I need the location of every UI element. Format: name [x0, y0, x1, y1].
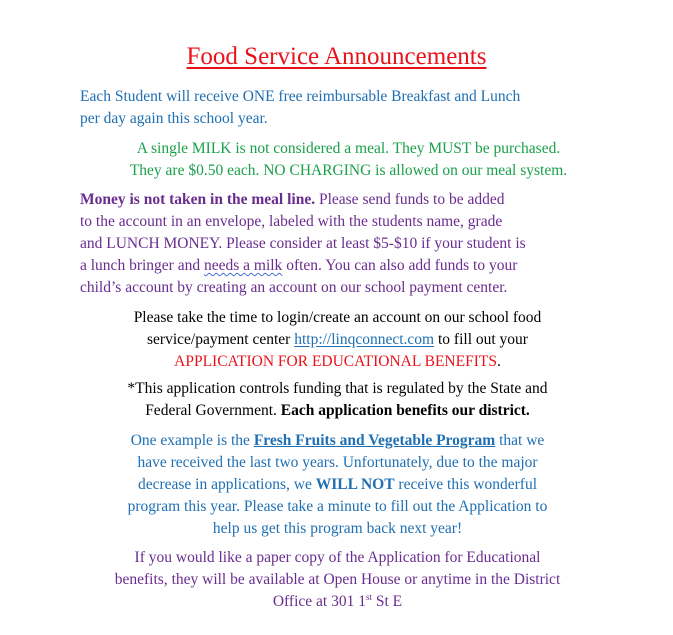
- paper-copy-line-2: benefits, they will be available at Open House or anytime in the District: [114, 571, 561, 588]
- program-line-3: [80, 474, 595, 496]
- money-line-4: [80, 255, 610, 277]
- funding-paragraph: [80, 378, 595, 422]
- program-line-5: help us get this program back next year!: [212, 520, 463, 537]
- program-name: Fresh Fruits and Vegetable Program: [253, 432, 496, 449]
- program-line-2: have received the last two years. Unfortunately, due to the major: [137, 454, 538, 471]
- milk-line-2: They are $0.50 each. NO CHARGING is allowed on our meal system.: [129, 162, 568, 179]
- free-meals-line-1: Each Student will receive ONE free reimbursable Breakfast and Lunch: [80, 88, 521, 105]
- program-line-3-pre: decrease in applications, we: [137, 476, 316, 493]
- login-line-3-end: .: [496, 353, 501, 370]
- funding-bold-text: Each application benefits our district.: [280, 402, 530, 419]
- login-line-2-post: to fill out your: [434, 331, 528, 348]
- money-line-5: child’s account by creating an account on our school payment center.: [80, 279, 508, 296]
- program-line-1-pre: One example is the: [130, 432, 254, 449]
- grammar-flagged-text: needs a milk: [203, 257, 283, 274]
- money-line-1-rest: Please send funds to be added: [315, 191, 505, 208]
- will-not-text: WILL NOT: [315, 476, 395, 493]
- address-pre: Office at 301 1: [272, 593, 366, 610]
- program-line-4: program this year. Please take a minute to fill out the Application to: [127, 498, 548, 515]
- login-line-2-pre: service/payment center: [147, 331, 295, 348]
- ordinal-suffix: st: [365, 591, 372, 602]
- money-line-3: and LUNCH MONEY. Please consider at least $5-$10 if your student is: [80, 235, 526, 252]
- free-meals-paragraph: [80, 86, 610, 130]
- address-post: St E: [371, 593, 403, 610]
- linqconnect-link[interactable]: http://linqconnect.com: [294, 331, 435, 348]
- money-line-1: [80, 189, 610, 211]
- login-paragraph: [80, 307, 595, 373]
- funding-line-2-pre: Federal Government.: [145, 402, 281, 419]
- login-line-2: [80, 329, 595, 351]
- free-meals-line-2: per day again this school year.: [80, 110, 268, 127]
- paper-copy-line-1: If you would like a paper copy of the Application for Educational: [134, 549, 541, 566]
- funding-line-1: *This application controls funding that is regulated by the State and: [127, 380, 548, 397]
- money-line-4-pre: a lunch bringer and: [80, 257, 204, 274]
- login-line-1: Please take the time to login/create an account on our school food: [133, 309, 542, 326]
- application-heading: APPLICATION FOR EDUCATIONAL BENEFITS: [174, 353, 497, 370]
- milk-paragraph: [96, 138, 601, 182]
- money-line-2: to the account in an envelope, labeled with the students name, grade: [80, 213, 503, 230]
- funding-line-2: [80, 400, 595, 422]
- program-line-1: [80, 430, 595, 452]
- milk-line-1: A single MILK is not considered a meal. They MUST be purchased.: [136, 140, 561, 157]
- paper-copy-paragraph: [70, 547, 605, 613]
- money-bold-lead: Money is not taken in the meal line.: [80, 191, 316, 208]
- money-paragraph: [80, 189, 610, 299]
- program-line-3-post: receive this wonderful: [394, 476, 538, 493]
- page-title: Food Service Announcements: [186, 43, 487, 70]
- program-paragraph: [80, 430, 595, 540]
- login-line-3: [80, 351, 595, 373]
- paper-copy-line-3: [70, 591, 605, 613]
- money-line-4-post: often. You can also add funds to your: [282, 257, 518, 274]
- program-line-1-post: that we: [495, 432, 545, 449]
